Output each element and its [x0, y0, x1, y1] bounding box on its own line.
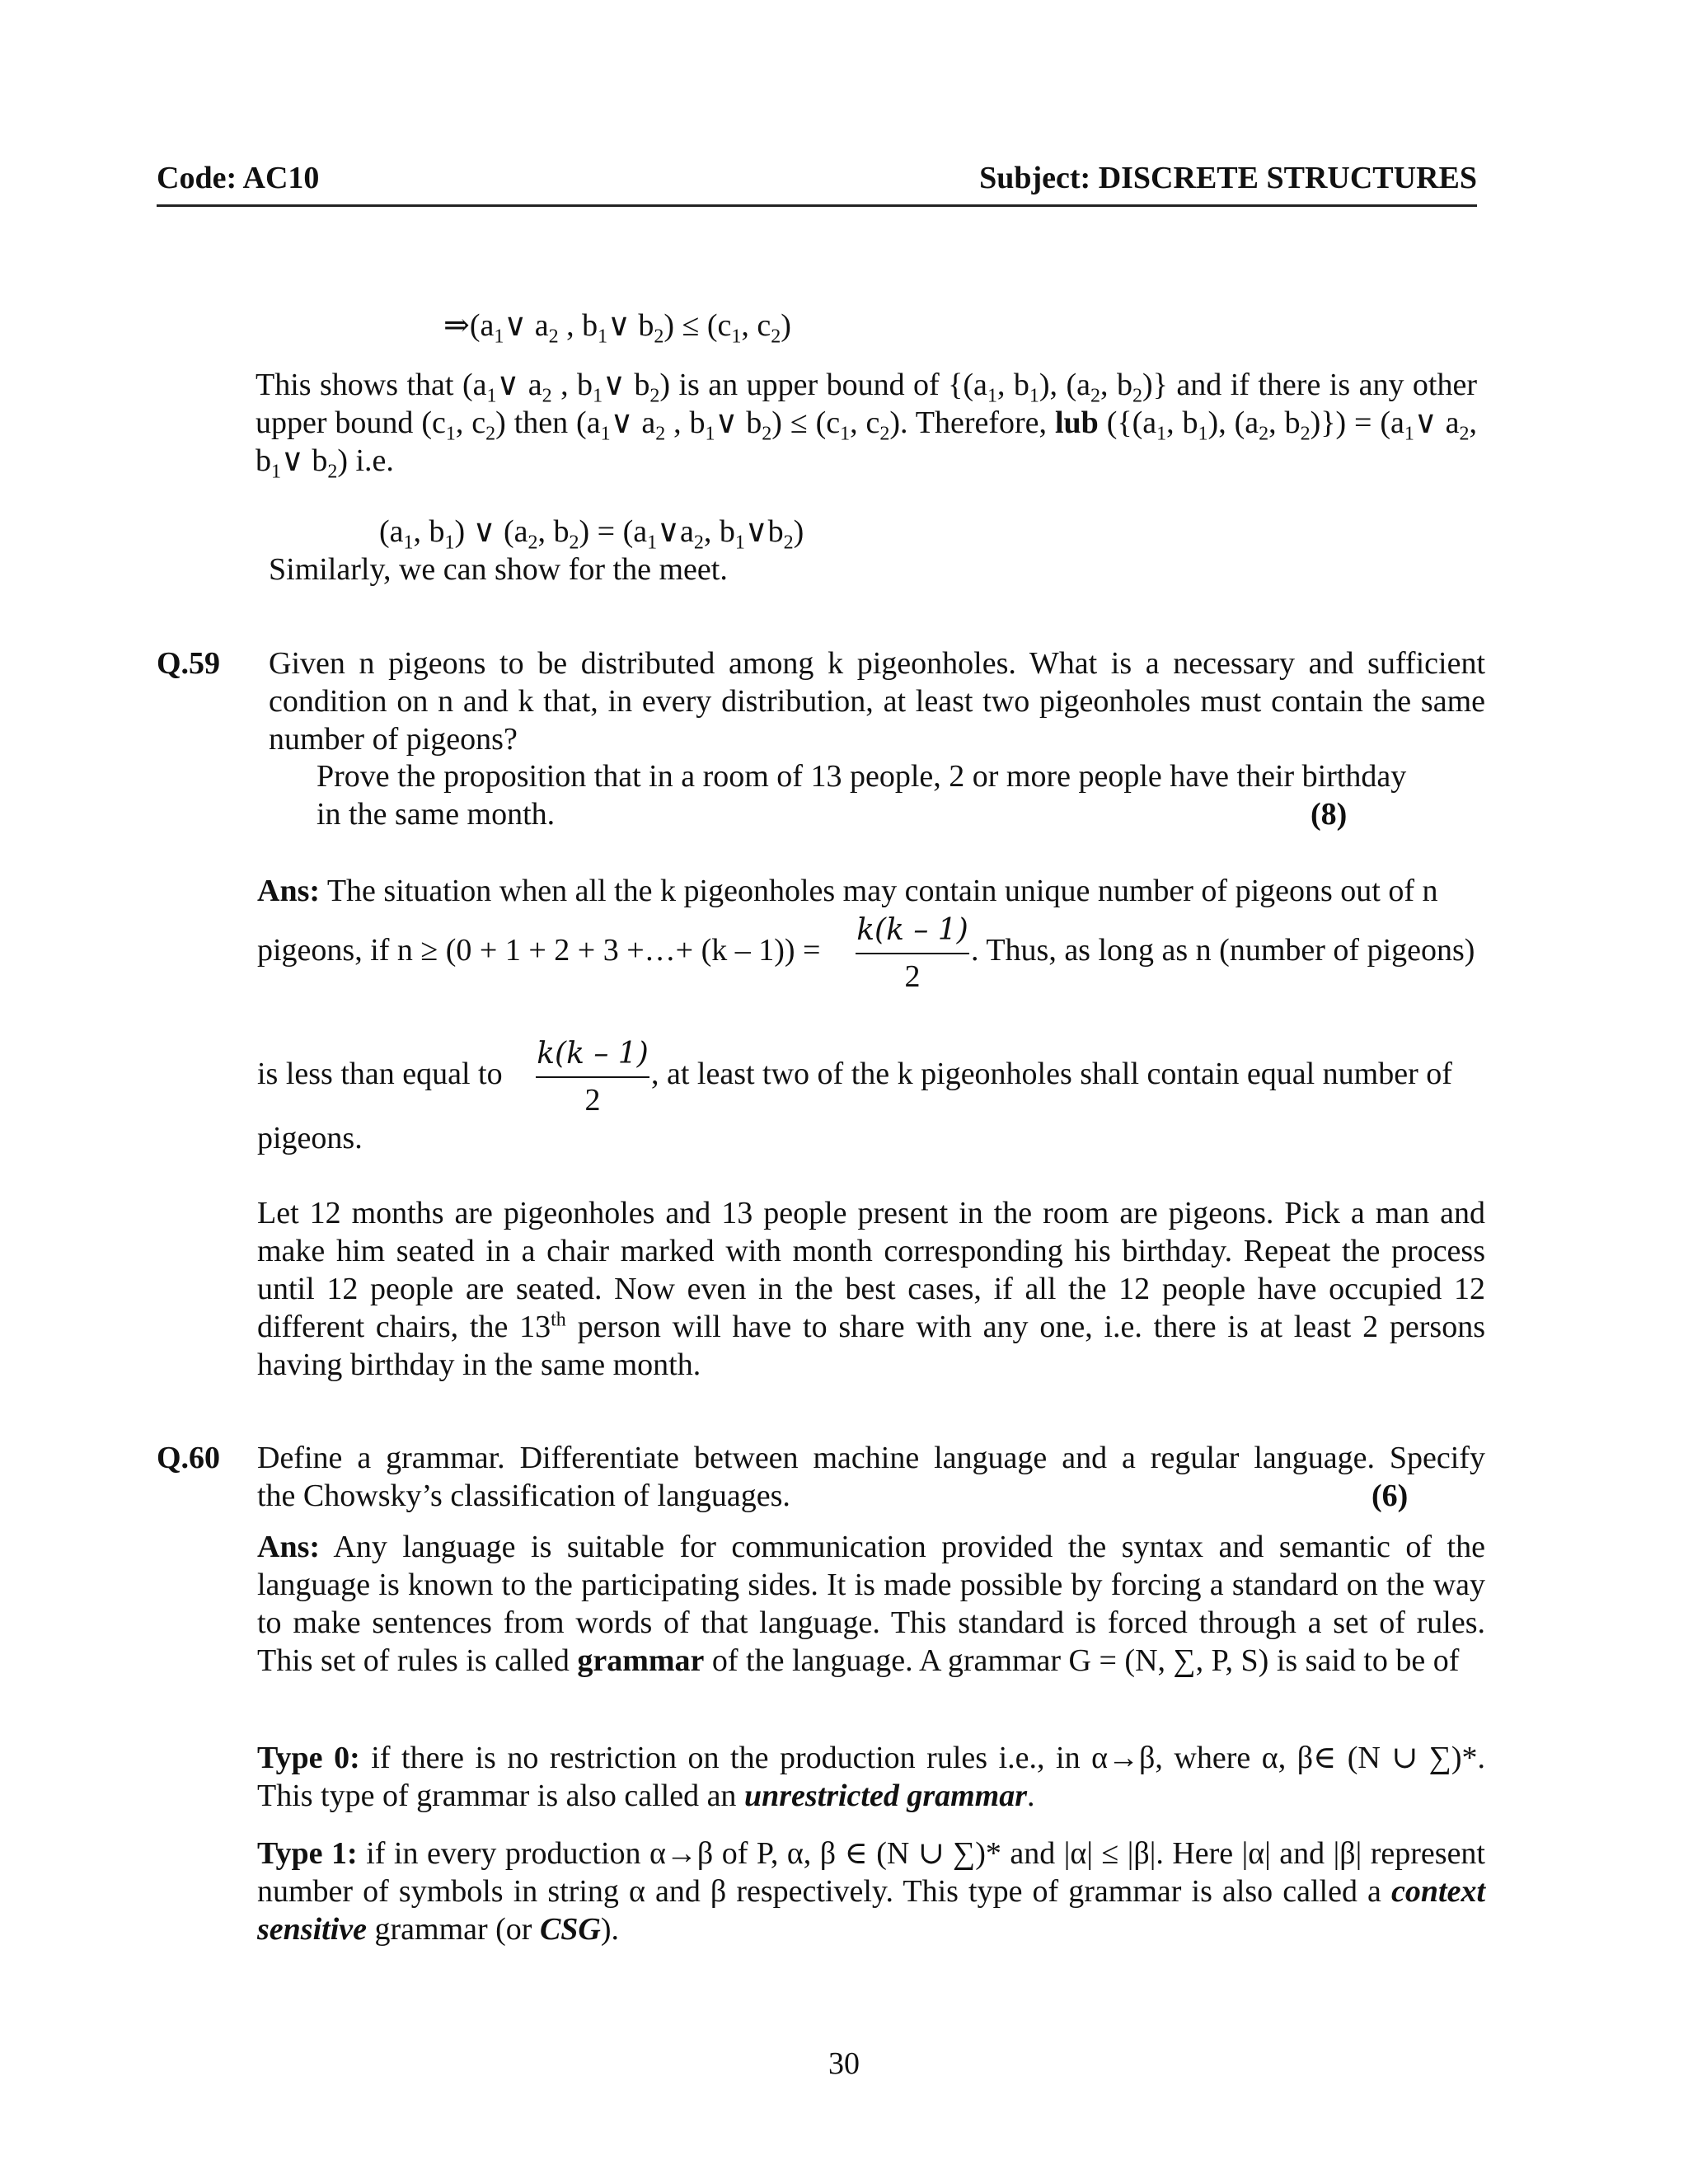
upper-bound-paragraph: This shows that ($a_1\vee$ $a_2$ , $b_1\vee$ $b_2$) is an upper bound of {($a_1$, $b_1$), ($a_2$, $b_2$)} and if there is any other upper bound ($c_1$, $c_2$) then ($a_1\vee$ $a_2$ , $b_1\vee$ $b_2) \le (c_1$, $c_2$). Therefore, lub ({($a_1$, $b_1$), ($a_2$, $b_2$)}) = ($a_1\vee$ $a_2$, $b_1\vee$ $b_2$) i.e. [256, 368, 1478, 483]
answer-label: Ans: [257, 1530, 321, 1564]
question-number: Q.59 [157, 646, 221, 681]
grammar-type-1: Type 1: if in every production α→β of P, α, β ∈ (N ∪ ∑)* and |α| ≤ |β|. Here |α| and |β| represent number of symbols in string α and β respectively. This type of grammar is also called a context sensitive grammar (or CSG). [257, 1836, 1485, 1947]
question-marks: (8) [1311, 797, 1348, 832]
answer-line: . Thus, as long as n (number of pigeons) [971, 933, 1475, 968]
subject-title: Subject: DISCRETE STRUCTURES [979, 161, 1477, 195]
answer-line: Ans: The situation when all the k pigeonholes may contain unique number of pigeons out of n [257, 874, 1438, 908]
join-equation: ($a_1$, $b_1$) ∨ ($a_2$, $b_2$) = ($a_1\vee a_2$, $b_1\vee b_2$) [379, 514, 804, 554]
fraction-bar [856, 953, 969, 954]
fraction-numerator: k(k – 1) [537, 1037, 649, 1071]
question-prove-line: in the same month. [316, 797, 556, 832]
implication-line: $\Rightarrow(a_1\vee$ $a_2$ , $b_1\vee$ $b_2) \le (c_1$, $c_2$) [443, 308, 791, 348]
question-text: Define a grammar. Differentiate between machine language and a regular language. Specify [257, 1441, 1485, 1475]
answer-label: Ans: [257, 874, 321, 908]
answer-line: is less than equal to [257, 1057, 503, 1091]
fraction-denominator: 2 [904, 959, 921, 994]
page-number: 30 [828, 2046, 860, 2081]
fraction-numerator: k(k – 1) [856, 913, 968, 947]
answer-line: pigeons, if n ≥ (0 + 1 + 2 + 3 +…+ (k – 1)) = [257, 933, 821, 968]
fraction [536, 1035, 649, 1119]
fraction-bar [536, 1076, 649, 1078]
fraction-denominator: 2 [584, 1083, 601, 1118]
answer-paragraph: Ans: Any language is suitable for communication provided the syntax and semantic of the language is known to the participating sides. It is made possible by forcing a standard on the way to make sentences from words of that language. This standard is forced through a set of rules. This set of rules is called grammar of the language. A grammar G = (N, ∑, P, S) is said to be of [257, 1530, 1485, 1678]
question-text: Given n pigeons to be distributed among k pigeonholes. What is a necessary and sufficient condition on n and k that, in every distribution, at least two pigeonholes must contain the same number of pigeons? [269, 646, 1485, 757]
fraction [856, 912, 969, 996]
grammar-type-0: Type 0: if there is no restriction on the production rules i.e., in α→β, where α, β∈ (N ∪ ∑)*. This type of grammar is also called an unrestricted grammar. [257, 1741, 1485, 1813]
question-prove-line: Prove the proposition that in a room of 13 people, 2 or more people have their birthday [316, 759, 1407, 794]
question-marks: (6) [1372, 1479, 1409, 1513]
answer-paragraph: Let 12 months are pigeonholes and 13 people present in the room are pigeons. Pick a man and make him seated in a chair marked with month corresponding his birthday. Repeat the process until 12 people are seated. Now even in the best cases, if all the 12 people have occupied 12 different chairs, the 13th person will have to share with any one, i.e. there is at least 2 persons having birthday in the same month. [257, 1196, 1485, 1382]
question-text: the Chowsky’s classification of languages. [257, 1479, 790, 1513]
question-number: Q.60 [157, 1441, 221, 1475]
course-code: Code: AC10 [157, 161, 320, 195]
meet-remark: Similarly, we can show for the meet. [269, 552, 728, 587]
answer-line: , at least two of the k pigeonholes shall contain equal number of [651, 1057, 1452, 1091]
header-divider [157, 204, 1477, 207]
answer-line: pigeons. [257, 1121, 363, 1155]
